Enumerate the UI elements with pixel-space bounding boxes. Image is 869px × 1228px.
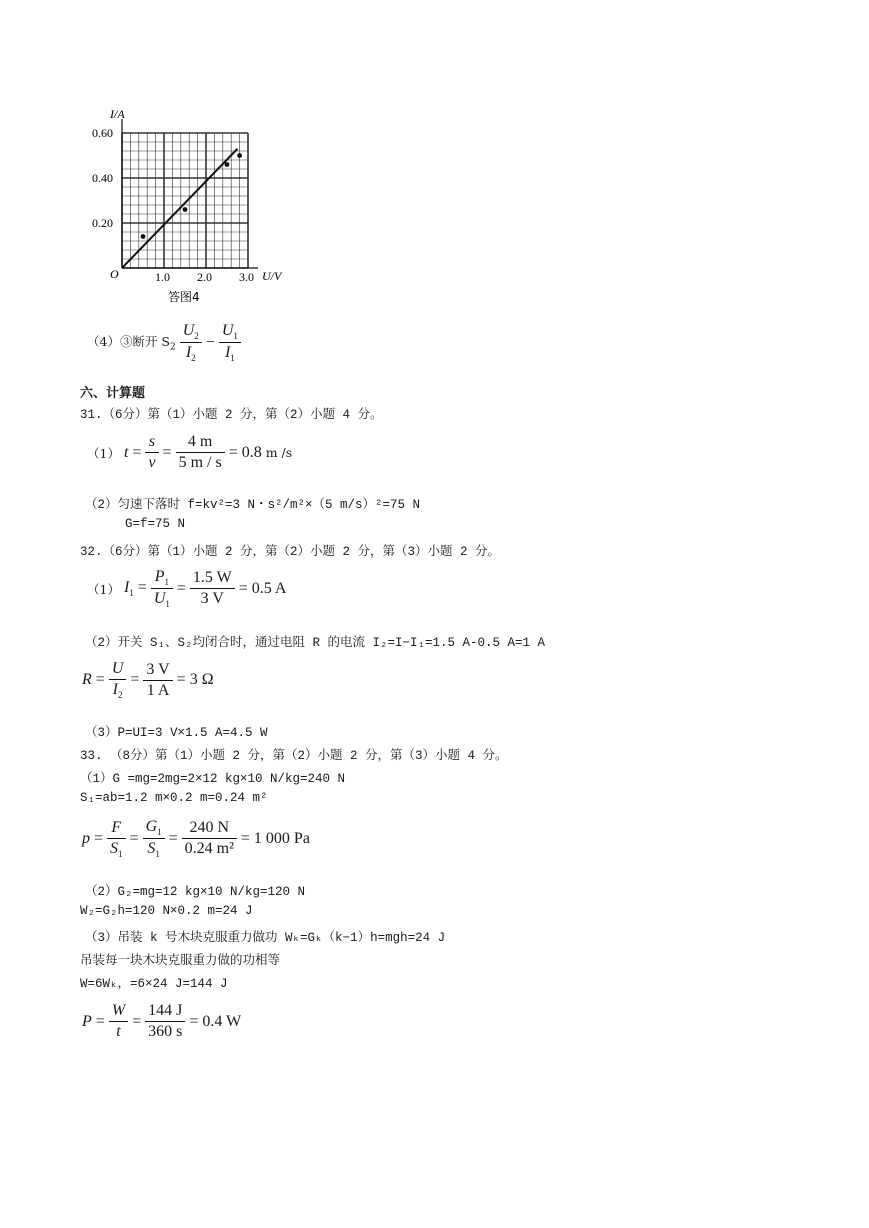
chart-caption: 答图4 [168,290,200,304]
y-tick-label: 0.40 [92,171,113,185]
q32-p2-text: （2）开关 S₁、S₂均闭合时，通过电阻 R 的电流 I₂=I−I₁=1.5 A-0.5 A=1 A [85,636,546,650]
q32-heading: 32.（6分）第（1）小题 2 分，第（2）小题 2 分，第（3）小题 2 分。 [80,545,501,559]
q33-eq2: P = $\frac{W}{t}$ = $\frac{144 J}{360 s}$ = 0.4 W [82,1002,242,1040]
q31-p2-line2: G=f=75 N [125,517,186,531]
q32-eq2: R = $\frac{U}{I_2}$ = $\frac{3 V}{1 A}$ = 3 Ω [82,660,214,701]
q33-line1: （1）G =mg=2mg=2×12 kg×10 N/kg=240 N [80,772,346,786]
x-tick-label: 3.0 [239,270,254,284]
iu-graph [80,100,310,310]
x-axis-label: U/V [262,269,282,283]
q33-line4: W₂=G₂h=120 N×0.2 m=24 J [80,904,253,918]
q33-line3: （2）G₂=mg=12 kg×10 N/kg=120 N [85,885,306,899]
q33-line2: S₁=ab=1.2 m×0.2 m=0.24 m² [80,791,268,805]
u1-over-i1: $\frac{U_1}{I_1}$ [219,322,241,363]
y-tick-label: 0.60 [92,126,113,140]
q33-heading: 33. （8分）第（1）小题 2 分，第（2）小题 2 分，第（3）小题 4 分。 [80,749,508,763]
q32-eq1: （1） $I_1$ = $\frac{P_1}{U_1}$ = $\frac{1.5 W}{3 V}$ = 0.5 A [87,568,287,610]
q31-heading: 31.（6分）第（1）小题 2 分，第（2）小题 4 分。 [80,408,383,422]
q31-eq1: （1） t = $\frac{s}{v}$ = $\frac{4 m}{5 m / s}$ = 0.8 m /s [87,433,293,471]
y-tick-label: 0.20 [92,216,113,230]
q30-part4-text: （4）③断开 $S_2$ [87,334,176,353]
q30-part4: （4）③断开 $S_2$ $\frac{U_2}{I_2}$ − $\frac{U_1}{I_1}$ [85,322,243,363]
data-point [237,153,242,158]
q33-line5: （3）吊装 k 号木块克服重力做功 Wₖ=Gₖ（k−1）h=mgh=24 J [85,931,446,945]
y-axis-label: I/A [110,107,125,121]
q33-line7: W=6Wₖ，=6×24 J=144 J [80,977,228,991]
data-point [141,234,146,239]
q33-line6: 吊装每一块木块克服重力做的功相等 [80,954,281,968]
q32-p3-text: （3）P=UI=3 V×1.5 A=4.5 W [85,726,268,740]
origin-label: O [110,267,119,281]
q33-eq1: p = $\frac{F}{S_1}$ = $\frac{G_1}{S_1}$ = $\frac{240 N}{\text{0.24 m²}}$ = 1 000 Pa [82,818,310,860]
data-point [225,162,230,167]
q31-p2-line1: （2）匀速下落时 f=kv²=3 N・s²/m²×（5 m/s）²=75 N [85,498,421,512]
data-point [183,207,188,212]
section-title: 六、计算题 [80,386,146,401]
u2-over-i2: $\frac{U_2}{I_2}$ [180,322,202,363]
x-tick-label: 1.0 [155,270,170,284]
x-tick-label: 2.0 [197,270,212,284]
